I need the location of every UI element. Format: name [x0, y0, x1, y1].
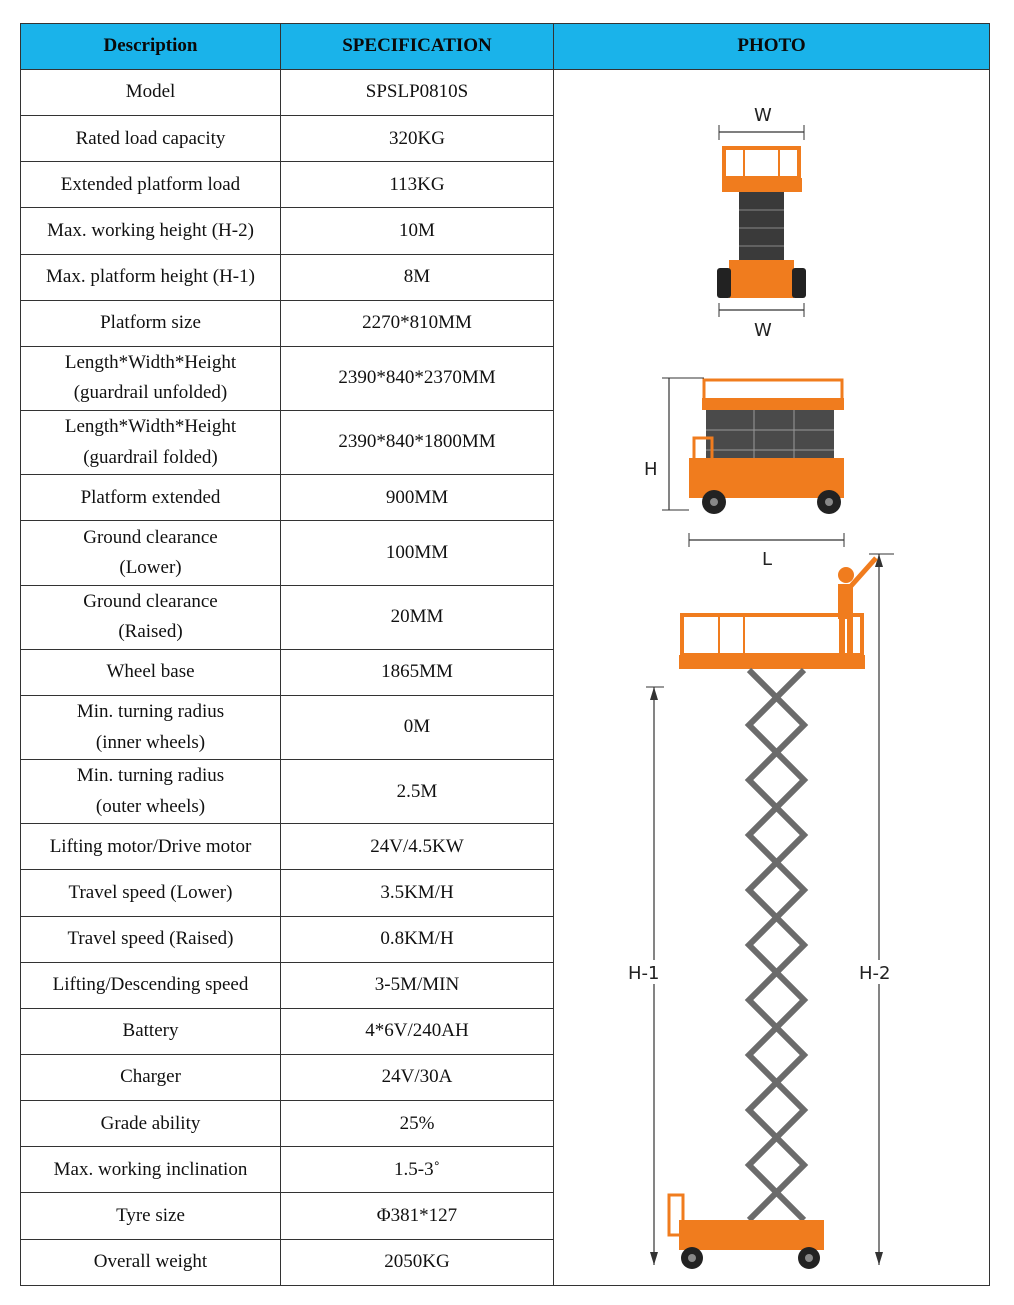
description-cell	[21, 162, 281, 208]
side-view	[644, 378, 844, 570]
specification-cell: 2.5M	[281, 760, 554, 824]
description-text: Travel speed (Lower)	[68, 881, 233, 903]
description-cell	[21, 649, 281, 695]
product-photo	[554, 70, 989, 1285]
description-text: Travel speed (Raised)	[67, 928, 234, 949]
specification-cell: 8M	[281, 254, 554, 300]
description-text: Ground clearance	[83, 526, 218, 548]
description-text: Tyre size	[116, 1204, 185, 1226]
description-cell	[21, 962, 281, 1008]
height-label: H	[644, 459, 658, 480]
specification-cell: 0M	[281, 695, 554, 759]
description-cell	[21, 70, 281, 116]
specification-cell: 113KG	[281, 162, 554, 208]
specification-cell: 24V/30A	[281, 1055, 554, 1101]
description-cell	[21, 116, 281, 162]
header-row	[21, 24, 990, 70]
description-text: Min. turning radius	[76, 701, 225, 723]
description-text: Model	[125, 81, 176, 103]
width-bottom-label: W	[754, 320, 772, 341]
specification-cell: 2390*840*2370MM	[281, 346, 554, 410]
description-text: Lifting/Descending speed	[52, 974, 249, 996]
description-text: Max. working height (H-2)	[47, 219, 254, 241]
description-text: (outer wheels)	[95, 795, 206, 817]
description-cell	[21, 475, 281, 521]
description-cell	[21, 254, 281, 300]
front-view	[717, 105, 806, 341]
table-row	[21, 70, 990, 116]
description-text: Max. working inclination	[53, 1158, 248, 1180]
description-cell	[21, 695, 281, 759]
description-text: Battery	[122, 1020, 179, 1042]
photo-cell	[554, 70, 990, 1286]
description-cell	[21, 300, 281, 346]
description-cell	[21, 760, 281, 824]
description-text: (Lower)	[119, 556, 182, 578]
description-cell	[21, 1101, 281, 1147]
description-cell	[21, 585, 281, 649]
length-label: L	[762, 549, 773, 570]
description-text: Charger	[120, 1066, 181, 1088]
description-cell	[21, 1239, 281, 1285]
scissor-lift-diagram	[554, 70, 988, 1285]
specification-cell: 4*6V/240AH	[281, 1008, 554, 1054]
description-cell	[21, 870, 281, 916]
elevated-view	[627, 554, 900, 1269]
description-cell	[21, 916, 281, 962]
specification-cell: 100MM	[281, 521, 554, 585]
description-text: (guardrail unfolded)	[73, 382, 228, 404]
description-cell	[21, 1147, 281, 1193]
specification-cell: 2050KG	[281, 1239, 554, 1285]
description-text: Platform size	[100, 312, 201, 334]
description-text: Extended platform load	[60, 173, 241, 195]
specification-cell: 0.8KM/H	[281, 916, 554, 962]
header-specification: SPECIFICATION	[281, 24, 554, 70]
header-description: Description	[21, 24, 281, 70]
specification-cell: Φ381*127	[281, 1193, 554, 1239]
specification-cell: 900MM	[281, 475, 554, 521]
description-cell	[21, 346, 281, 410]
description-text: Overall weight	[93, 1251, 208, 1273]
specification-cell: 10M	[281, 208, 554, 254]
description-cell	[21, 521, 281, 585]
specification-cell: 24V/4.5KW	[281, 824, 554, 870]
spec-table	[20, 23, 990, 1286]
description-cell	[21, 1193, 281, 1239]
description-text: Rated load capacity	[75, 127, 226, 149]
description-text: Length*Width*Height	[64, 352, 237, 374]
specification-cell: 320KG	[281, 116, 554, 162]
width-top-label: W	[754, 105, 772, 126]
description-text: Max. platform height (H-1)	[46, 265, 255, 287]
description-cell	[21, 1008, 281, 1054]
specification-cell: 3.5KM/H	[281, 870, 554, 916]
working-height-label: H-2	[859, 963, 891, 984]
specification-cell: SPSLP0810S	[281, 70, 554, 116]
description-cell	[21, 824, 281, 870]
description-text: Length*Width*Height	[64, 416, 237, 438]
description-text: Min. turning radius	[76, 765, 225, 787]
specification-cell: 1865MM	[281, 649, 554, 695]
platform-height-label: H-1	[628, 963, 660, 984]
specification-cell: 2390*840*1800MM	[281, 411, 554, 475]
description-text: Grade ability	[100, 1112, 201, 1134]
specification-cell: 3-5M/MIN	[281, 962, 554, 1008]
specification-cell: 20MM	[281, 585, 554, 649]
description-text: Wheel base	[106, 661, 195, 683]
description-text: (guardrail folded)	[83, 446, 218, 468]
description-text: Platform extended	[80, 486, 221, 508]
description-text: Lifting motor/Drive motor	[49, 835, 252, 857]
description-text: Ground clearance	[83, 590, 218, 612]
specification-cell: 2270*810MM	[281, 300, 554, 346]
description-cell	[21, 411, 281, 475]
description-cell	[21, 1055, 281, 1101]
specification-cell: 25%	[281, 1101, 554, 1147]
description-text: (inner wheels)	[95, 731, 206, 753]
description-cell	[21, 208, 281, 254]
description-text: (Raised)	[118, 621, 183, 643]
specification-cell: 1.5-3˚	[281, 1147, 554, 1193]
header-photo: PHOTO	[554, 24, 990, 70]
